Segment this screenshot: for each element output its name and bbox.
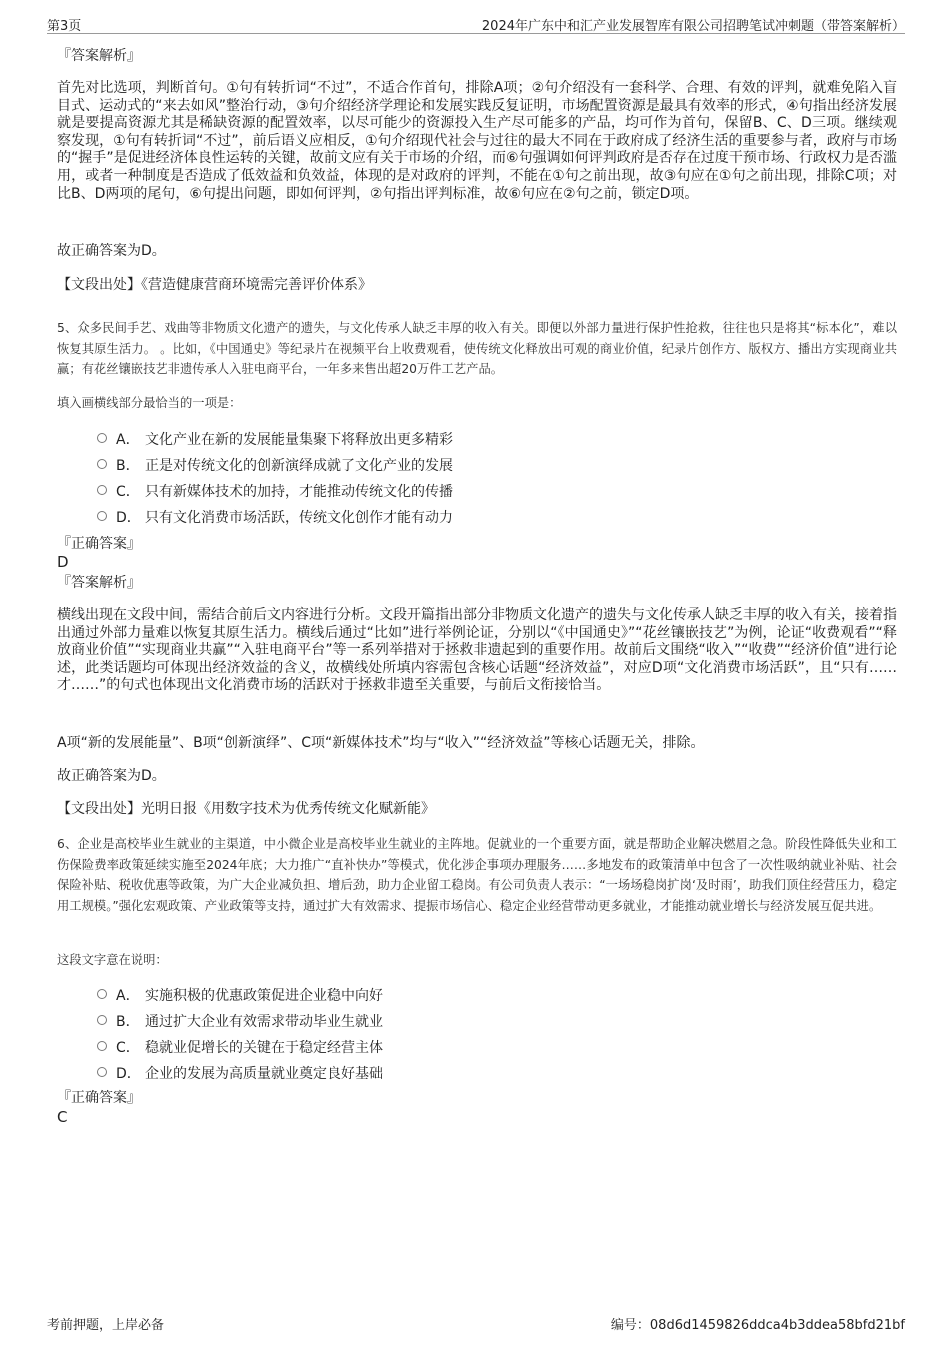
q5-conclusion: 故正确答案为D。 xyxy=(57,768,166,784)
q5-prompt: 填入画横线部分最恰当的一项是： xyxy=(57,396,242,410)
page-header xyxy=(47,13,905,34)
q6-prompt: 这段文字意在说明： xyxy=(57,953,168,967)
footer-slogan: 考前押题，上岸必备 xyxy=(47,1318,165,1333)
q4-conclusion: 故正确答案为D。 xyxy=(57,243,166,259)
q4-analysis-title: 『答案解析』 xyxy=(57,48,141,64)
q5-answer: D xyxy=(57,553,69,571)
q5-question: 5、众多民间手艺、戏曲等非物质文化遗产的遗失，与文化传承人缺乏丰厚的收入有关。即便以外部力量进行保护性抢救，往往也只是将其“标本化”，难以恢复其原生活力。 。比如，《中国通史》等纪录片在视频平台上收费观看，使传统文化释放出可观的商业价值，纪录片创作方、版权方、播出方实现商业共赢；有花丝镶嵌技艺非遗传承人入驻电商平台，一年多来售出超20万件工艺产品。 xyxy=(57,321,897,376)
q5-source: 【文段出处】光明日报《用数字技术为优秀传统文化赋新能》 xyxy=(57,801,435,817)
page-footer xyxy=(47,1314,905,1334)
q5-answer-title: 『正确答案』 xyxy=(57,536,141,552)
document-code: 编号：08d6d1459826ddca4b3ddea58bfd21bf xyxy=(610,1318,905,1333)
radio-button-icon[interactable] xyxy=(97,1041,107,1051)
q5-exclusion: A项“新的发展能量”、B项“创新演绎”、C项“新媒体技术”均与“收入”“经济效益”等核心话题无关，排除。 xyxy=(57,735,705,751)
q6-answer-title: 『正确答案』 xyxy=(57,1090,141,1106)
q4-analysis-text: 首先对比选项，判断首句。①句有转折词“不过”，不适合作首句，排除A项；②句介绍没有一套科学、合理、有效的评判，就难免陷入盲目式、运动式的“来去如风”整治行动，③句介绍经济学理论和发展实践反复证明，市场配置资源是最具有效率的形式，④句指出经济发展就是要提高资源尤其是稀缺资源的配置效率，以尽可能少的资源投入生产尽可能多的产品，均可作为首句，保留B、C、D三项。继续观察发现，①句有转折词“不过”，前后语义应相反，①句介绍现代社会与过往的最大不同在于政府成了经济生活的重要参与者，政府与市场的“握手”是促进经济体良性运转的关键，故前文应有关于市场的介绍，而⑥句强调如何评判政府是否存在过度干预市场、行政权力是否滥用，或者一种制度是否造成了低效益和负效益，体现的是对政府的评判，不能在①句之前出现，故③句应在①句之前出现，排除C项；对比B、D两项的尾句，⑥句提出问题，即如何评判，②句指出评判标准，故⑥句应在②句之前，锁定D项。 xyxy=(57,80,897,202)
radio-button-icon[interactable] xyxy=(97,511,107,521)
page-number: 第3页 xyxy=(47,19,82,34)
radio-button-icon[interactable] xyxy=(97,433,107,443)
q6-question: 6、企业是高校毕业生就业的主渠道，中小微企业是高校毕业生就业的主阵地。促就业的一个重要方面，就是帮助企业解决燃眉之急。阶段性降低失业和工伤保险费率政策延续实施至2024年底；大力推广“直补快办”等模式，优化涉企事项办理服务……多地发布的政策清单中包含了一次性吸纳就业补贴、社会保险补贴、税收优惠等政策，为广大企业减负担、增后劲，助力企业留工稳岗。有公司负责人表示：“一场场稳岗扩岗‘及时雨’，助我们顶住经营压力，稳定用工规模。”强化宏观政策、产业政策等支持，通过扩大有效需求、提振市场信心、稳定企业经营带动更多就业，才能推动就业增长与经济发展互促共进。 xyxy=(57,837,897,913)
radio-button-icon[interactable] xyxy=(97,989,107,999)
q4-source: 【文段出处】《营造健康营商环境需完善评价体系》 xyxy=(57,277,372,293)
document-title: 2024年广东中和汇产业发展智库有限公司招聘笔试冲刺题（带答案解析） xyxy=(481,19,905,34)
radio-button-icon[interactable] xyxy=(97,1067,107,1077)
radio-button-icon[interactable] xyxy=(97,1015,107,1025)
q6-answer: C xyxy=(57,1108,68,1126)
radio-button-icon[interactable] xyxy=(97,485,107,495)
q5-analysis-text: 横线出现在文段中间，需结合前后文内容进行分析。文段开篇指出部分非物质文化遗产的遗失与文化传承人缺乏丰厚的收入有关，接着指出通过外部力量难以恢复其原生活力。横线后通过“比如”进行举例论证，分别以“《中国通史》”“花丝镶嵌技艺”为例，论证“收费观看”“释放商业价值”“实现商业共赢”“入驻电商平台”等一系列举措对于拯救非遗起到的重要作用。故前后文围绕“收入”“收费”“经济价值”进行论述，此类话题均可体现出经济效益的含义，故横线处所填内容需包含核心话题“经济效益”，对应D项“文化消费市场活跃”，且“只有……才……”的句式也体现出文化消费市场的活跃对于拯救非遗至关重要，与前后文衔接恰当。 xyxy=(57,607,897,694)
q5-analysis-title: 『答案解析』 xyxy=(57,575,141,591)
radio-button-icon[interactable] xyxy=(97,459,107,469)
